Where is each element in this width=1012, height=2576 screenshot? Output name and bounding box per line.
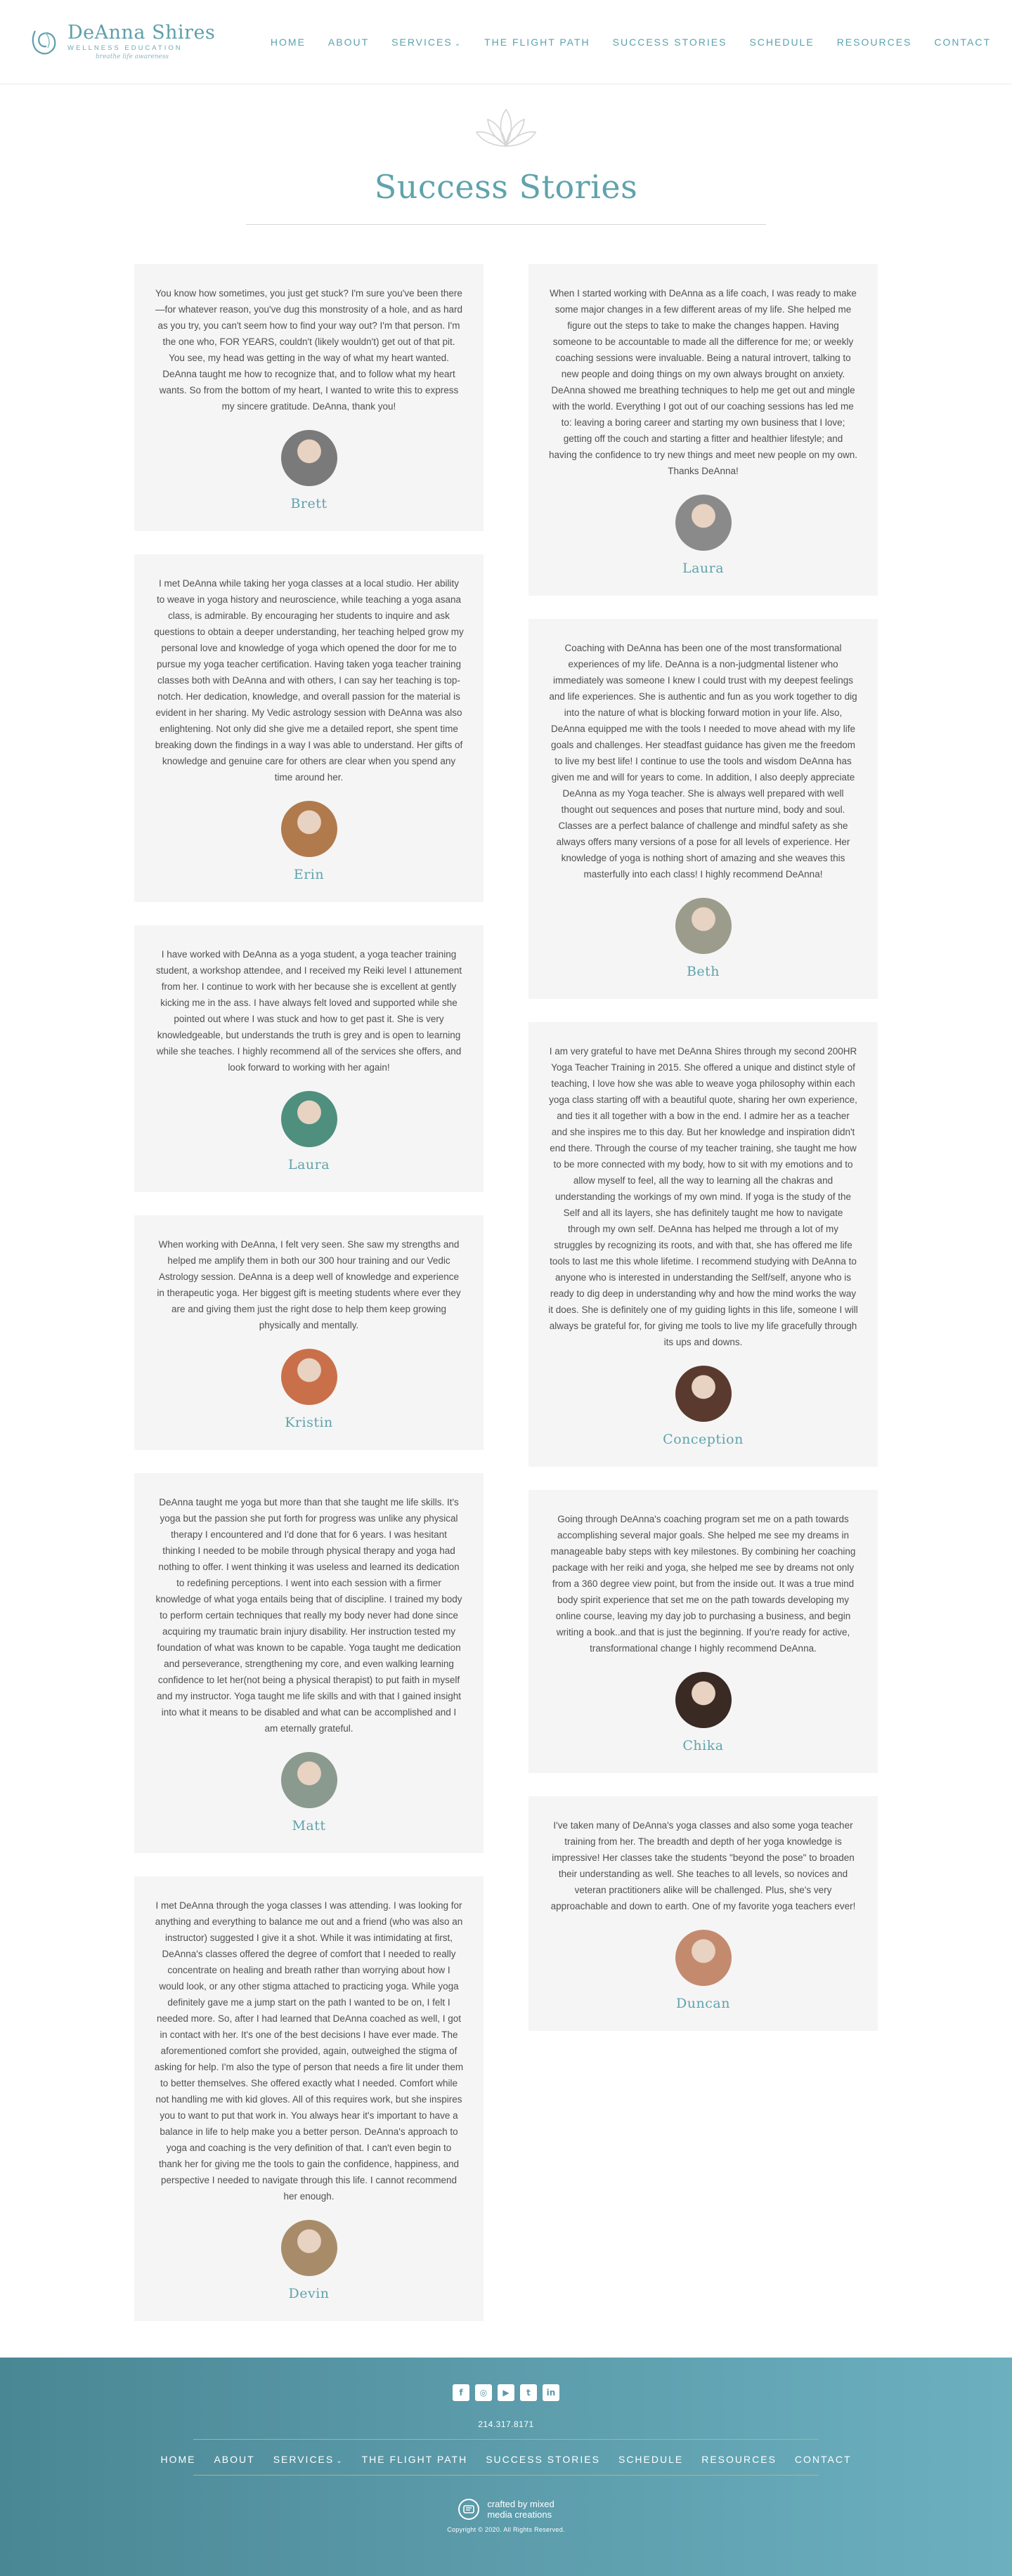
logo-name: DeAnna Shires [67,22,216,44]
social-links [0,2384,1012,2401]
instagram-icon[interactable]: ◎ [475,2384,492,2401]
testimonial-card [134,1215,484,1450]
testimonial-quote: I have worked with DeAnna as a yoga student, a yoga teacher training student, a workshop attendee, and I received my Reiki level I attunement from her. I continue to work with her because she is excellent at gently kicking me in the ass. I have always felt loved and supported while she pointed out where I was stuck and how to get past it. She is very knowledgeable, but understands the truth is grey and is open to learning while she teaches. I highly recommend all of the services she offers, and look forward to working with her again! [155,949,462,1073]
footer-nav-the-flight-path[interactable]: THE FLIGHT PATH [361,2454,468,2465]
logo-text [67,23,215,60]
logo-subtitle: WELLNESS EDUCATION [67,44,183,53]
footer-credit[interactable] [0,2498,1012,2521]
nav-about[interactable]: ABOUT [327,36,370,48]
logo-mark-icon [28,25,62,59]
footer-nav-services[interactable] [273,2454,344,2465]
site-header [0,0,1012,84]
testimonial-quote: When working with DeAnna, I felt very seen. She saw my strengths and helped me amplify them in both our 300 hour training and our Vedic Astrology session. DeAnna is a deep well of knowledge and experience in therapeutic yoga. Her biggest gift is meeting students where ever they are and giving them just the right dose to help them keep growing physically and mentally. [157,1239,461,1331]
testimonial-author: Duncan [676,1996,730,2011]
testimonial-quote: I've taken many of DeAnna's yoga classes and also some yoga teacher training from her. The breadth and depth of her yoga knowledge is impressive! Her classes take the students "beyond the pose" to broaden their understanding as well. She teaches to all levels, so novices and veteran practitioners alike will be challenged. Plus, she's very approachable and down to earth. One of my favorite yoga teachers ever! [550,1820,856,1911]
avatar [281,1091,337,1147]
nav-services[interactable] [391,37,462,48]
lotus-icon [472,105,540,156]
testimonial-quote: I met DeAnna through the yoga classes I was attending. I was looking for anything and everything to balance me out and a friend (who was also an instructor) suggested I give it a shot. While it was intimidating at first, DeAnna's classes offered the degree of comfort that I needed to really concentrate on healing and breath rather than worrying about how I would look, or any other stigma attached to practicing yoga. While yoga definitely gave me a jump start on the path I wanted to be on, I felt I needed more. So, after I had learned that DeAnna coached as well, I got in contact with her. It's one of the best decisions I have ever made. The aforementioned comfort she provided, again, outweighed the stigma of asking for help. I'm also the type of person that needs a fire lit under them to better themselves. She offered exactly what I needed. Comfort while not handling me with kid gloves. All of this requires work, but she inspires you to want to put that work in. You always hear it's important to have a balance in life to help make you a better person. DeAnna's approach to yoga and coaching is the very definition of that. I can't even begin to thank her for giving me the tools to gain the confidence, happiness, and perspective I needed to navigate through this life. I cannot recommend her enough. [154,1900,464,2202]
footer-nav-services-label: SERVICES [273,2454,335,2465]
twitter-icon[interactable]: t [520,2384,537,2401]
chevron-down-icon: ⌄ [454,39,462,48]
testimonial-card [528,1022,878,1467]
page-title: Success Stories [374,168,638,206]
testimonial-card [528,1796,878,2031]
testimonial-quote: DeAnna taught me yoga but more than that she taught me life skills. It's yoga but the passion she put forth for progress was unlike any physical therapy I encountered and I'd done that for 6 years. I was hesitant thinking I needed to be mobile through physical therapy and yoga had nothing to offer. I went thinking it was useless and learned its dedication to redefining perceptions. I went into each session with a firmer knowledge of what yoga entails being that of discipline. I trained my body to perform certain techniques that really my body never had done since acquiring my traumatic brain injury disability. Her instruction tested my foundation of what was known to be capable. Yoga taught me dedication and perseverance, strengthening my core, and even walking learning confidence to let her(not being a physical therapist) to put faith in myself and my instructor. Yoga taught me life skills and with that I gained insight into what it means to be disabled and what can be accomplished and I am eternally grateful. [155,1497,462,1734]
footer-nav-contact[interactable]: CONTACT [794,2454,852,2465]
avatar [281,1752,337,1808]
credit-line-1: crafted by mixed [487,2499,554,2509]
testimonial-author: Chika [682,1738,724,1753]
footer-nav [0,2454,1012,2465]
footer-divider-top [193,2439,819,2440]
testimonial-card [134,264,484,531]
footer-nav-success-stories[interactable]: SUCCESS STORIES [486,2454,600,2465]
testimonial-author: Conception [663,1432,744,1447]
testimonial-author: Beth [686,964,720,979]
footer-divider-bottom [193,2475,819,2476]
testimonial-quote: Coaching with DeAnna has been one of the most transformational experiences of my life. DeAnna is a non-judgmental listener who immediately was someone I knew I could trust with my deepest feelings and life experiences. She is authentic and fun as you work together to dig into the nature of what is blocking forward motion in your life. Also, DeAnna equipped me with the tools I needed to move ahead with my life goals and challenges. Her steadfast guidance has given me the freedom to live my best life! I continue to use the tools and wisdom DeAnna has given me and will for years to come. In addition, I also deeply appreciate DeAnna as my Yoga teacher. She is always well prepared with well thought out sequences and poses that nurture mind, body and soul. Classes are a perfect balance of challenge and mindful safety as she always offers many versions of a pose for all levels of experience. Her knowledge of yoga is nothing short of amazing and she weaves this masterfully into each class! I highly recommend DeAnna! [549,643,857,880]
testimonial-card [134,1473,484,1853]
title-divider [246,224,766,225]
logo-tagline: breathe life awareness [96,53,169,60]
main-nav [271,37,991,48]
page-head [0,84,1012,225]
avatar [281,1349,337,1405]
testimonial-quote: You know how sometimes, you just get stuck? I'm sure you've been there—for whatever reason, you've dug this monstrosity of a hole, and as hard as you try, you can't seem how to find your way out? I'm that person. I'm the one who, FOR YEARS, couldn't (likely wouldn't) get out of that pit. You see, my head was getting in the way of what my heart wanted. DeAnna taught me how to recognize that, and to follow what my heart wants. So from the bottom of my heart, I wanted to write this to express my sincere gratitude. DeAnna, thank you! [155,288,463,412]
testimonials-right-column [528,264,878,2031]
testimonial-quote: I met DeAnna while taking her yoga classes at a local studio. Her ability to weave in yoga history and neuroscience, while teaching a yoga asana class, is admirable. By encouraging her students to inquire and ask questions to obtain a deeper understanding, her teaching helped grow my personal love and knowledge of yoga which opened the door for me to pursue my yoga teacher certification. Having taken yoga teacher training classes both with DeAnna and with others, I can say her teaching is top-notch. Her dedication, knowledge, and overall passion for the material is evident in her sharing. My Vedic astrology session with DeAnna was also enlightening. Not only did she give me a detailed report, she spent time breaking down the findings in a way I was able to understand. Her gifts of knowledge and genuine care for others are clear when you spend any time around her. [154,578,464,783]
testimonial-card [134,554,484,902]
nav-success-stories[interactable]: SUCCESS STORIES [612,36,727,48]
nav-contact[interactable]: CONTACT [934,36,991,48]
nav-schedule[interactable]: SCHEDULE [749,36,815,48]
testimonial-quote: I am very grateful to have met DeAnna Shires through my second 200HR Yoga Teacher Training in 2015. She offered a unique and distinct style of teaching, I love how she was able to weave yoga philosophy within each yoga class starting off with a beautiful quote, sharing her own experience, and ties it all together with a bow in the end. I admire her as a teacher and she inspires me to this day. But her knowledge and inspiration didn't end there. Through the course of my teacher training, she taught me how to be more connected with my body, how to sit with my emotions and to allow myself to feel, all the way to learning all the chakras and understanding the workings of my own mind. If yoga is the study of the Self and all its layers, she has definitely taught me how to navigate through my own self. DeAnna has helped me through a lot of my struggles by recognizing its roots, and with that, she has offered me life tools to last me this whole lifetime. I recommend studying with DeAnna to anyone who is interested in understanding the Self/self, anyone who is ready to dig deep in understanding why and how the mind works the way it does. She is definitely one of my guiding lights in this life, someone I will always be grateful for, for giving me tools to live my life gracefully through its ups and downs. [548,1046,858,1347]
testimonial-author: Laura [682,561,725,576]
site-footer [0,2358,1012,2576]
avatar [675,1366,732,1422]
avatar [281,2220,337,2276]
footer-phone[interactable]: 214.317.8171 [478,2419,534,2429]
linkedin-icon[interactable]: in [543,2384,559,2401]
avatar [281,801,337,857]
avatar [281,430,337,486]
footer-nav-about[interactable]: ABOUT [214,2454,255,2465]
testimonials-left-column [134,264,484,2321]
avatar [675,1672,732,1728]
testimonial-author: Devin [288,2286,330,2301]
copyright: Copyright © 2020. All Rights Reserved. [447,2526,565,2533]
facebook-icon[interactable]: f [453,2384,469,2401]
testimonial-author: Erin [293,867,325,882]
footer-nav-resources[interactable]: RESOURCES [701,2454,777,2465]
testimonial-card [528,1490,878,1773]
testimonial-author: Brett [290,496,327,511]
site-logo[interactable] [28,23,215,60]
avatar [675,898,732,954]
testimonial-card [134,1876,484,2321]
mixed-media-logo-icon [458,2498,480,2521]
testimonial-author: Laura [287,1157,330,1172]
nav-the-flight-path[interactable]: THE FLIGHT PATH [484,36,590,48]
testimonial-card [528,619,878,999]
avatar [675,1930,732,1986]
testimonial-author: Matt [292,1818,326,1833]
youtube-icon[interactable]: ▶ [498,2384,514,2401]
avatar [675,495,732,551]
nav-resources[interactable]: RESOURCES [836,36,912,48]
testimonial-quote: Going through DeAnna's coaching program set me on a path towards accomplishing several major goals. She helped me see my dreams in manageable baby steps with key milestones. By combining her coaching package with her reiki and yoga, she helped me see by dreams not only from a 360 degree view point, but from the inside out. It was a true mind body spirit experience that set me on the path towards developing my online course, leaving my day job to purchasing a business, and begin writing a book..and that is just the beginning. If you're ready for active, transformational change I highly recommend DeAnna. [550,1514,856,1654]
testimonial-card [134,925,484,1192]
chevron-down-icon: ⌄ [336,2457,344,2465]
testimonial-author: Kristin [285,1415,333,1430]
testimonials-grid [134,264,878,2321]
testimonial-quote: When I started working with DeAnna as a life coach, I was ready to make some major changes in a few different areas of my life. She helped me figure out the steps to take to make the changes happen. Having someone to be accountable to made all the difference for me; or weekly coaching sessions were invaluable. Being a natural introvert, talking to new people and doing things on my own always brought on anxiety. DeAnna showed me breathing techniques to help me get out and mingle with the world. Everything I got out of our coaching sessions has led me to: leaving a boring career and starting my own business that I love; getting off the couch and starting a fitter and healthier lifestyle; and having the confidence to try new things and meet new people on my own. Thanks DeAnna! [548,288,858,476]
credit-text [487,2499,554,2520]
footer-nav-schedule[interactable]: SCHEDULE [618,2454,684,2465]
credit-line-2: media creations [487,2509,552,2520]
footer-nav-home[interactable]: HOME [160,2454,196,2465]
nav-services-label: SERVICES [391,36,453,48]
testimonial-card [528,264,878,596]
nav-home[interactable]: HOME [270,36,306,48]
